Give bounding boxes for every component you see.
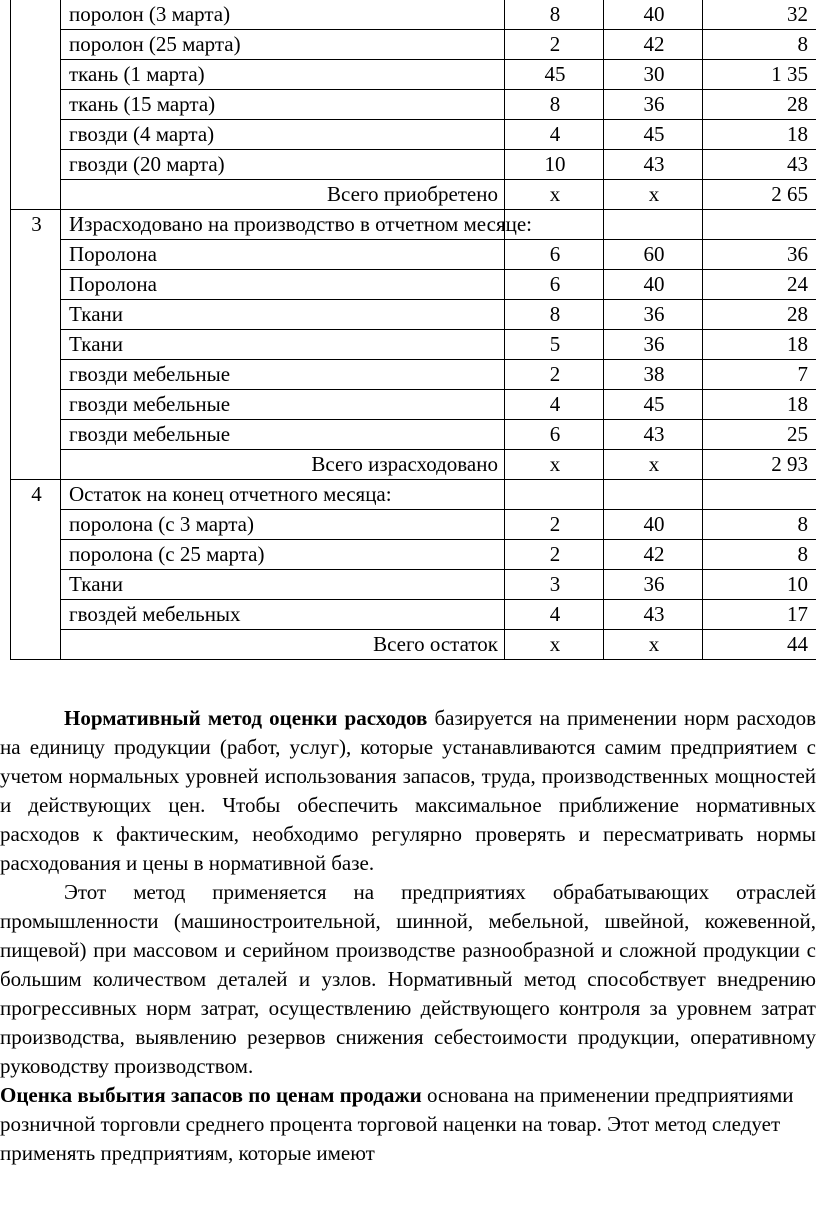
price-cell: 38 — [604, 360, 703, 390]
paragraph-sales-price-text: основана на применении предприятиями розничной торговли среднего процента торговой наценки на товар. Этот метод следует применять предприятиям, которые имеют — [0, 1083, 794, 1165]
item-name-cell: гвозди мебельные — [61, 360, 505, 390]
quantity-cell: 4 — [505, 390, 604, 420]
sum-cell: 17 — [703, 600, 816, 630]
row-number-cell — [11, 570, 61, 600]
table-row — [11, 0, 816, 30]
table-row — [11, 150, 816, 180]
sum-cell — [703, 210, 816, 240]
price-cell: 36 — [604, 330, 703, 360]
row-number-cell — [11, 630, 61, 660]
item-name-cell: Поролона — [61, 270, 505, 300]
table-row — [11, 330, 816, 360]
price-cell: 43 — [604, 600, 703, 630]
item-name-cell: ткань (1 марта) — [61, 60, 505, 90]
table-row — [11, 570, 816, 600]
sum-cell: 2 93 — [703, 450, 816, 480]
quantity-cell: 45 — [505, 60, 604, 90]
row-number-cell — [11, 0, 61, 30]
price-cell: х — [604, 180, 703, 210]
quantity-cell: 6 — [505, 270, 604, 300]
table-total-row — [11, 450, 816, 480]
table-row — [11, 120, 816, 150]
total-label-cell: Всего израсходовано — [61, 450, 505, 480]
price-cell: 45 — [604, 390, 703, 420]
total-label-cell: Всего остаток — [61, 630, 505, 660]
item-name-cell: Ткани — [61, 300, 505, 330]
section-number-cell: 3 — [11, 210, 61, 240]
body-text — [0, 704, 816, 1168]
quantity-cell: 6 — [505, 240, 604, 270]
sum-cell: 7 — [703, 360, 816, 390]
quantity-cell: 2 — [505, 540, 604, 570]
item-name-cell: Ткани — [61, 330, 505, 360]
sum-cell: 32 — [703, 0, 816, 30]
price-cell: 60 — [604, 240, 703, 270]
table-total-row — [11, 180, 816, 210]
price-cell: 30 — [604, 60, 703, 90]
sum-cell: 18 — [703, 390, 816, 420]
section-header-cell: Израсходовано на производство в отчетном месяце: — [61, 210, 505, 240]
sum-cell — [703, 480, 816, 510]
sum-cell: 2 65 — [703, 180, 816, 210]
item-name-cell: гвозди (4 марта) — [61, 120, 505, 150]
paragraph-sales-price — [0, 1081, 816, 1168]
price-cell: 36 — [604, 90, 703, 120]
table-row — [11, 270, 816, 300]
term-sales-price-method: Оценка выбытия запасов по ценам продажи — [0, 1083, 422, 1107]
row-number-cell — [11, 60, 61, 90]
price-cell: 40 — [604, 270, 703, 300]
item-name-cell: поролон (25 марта) — [61, 30, 505, 60]
quantity-cell: х — [505, 630, 604, 660]
row-number-cell — [11, 270, 61, 300]
sum-cell: 28 — [703, 90, 816, 120]
price-cell: 40 — [604, 510, 703, 540]
table-row — [11, 90, 816, 120]
row-number-cell — [11, 330, 61, 360]
item-name-cell: гвозди мебельные — [61, 390, 505, 420]
sum-cell: 8 — [703, 30, 816, 60]
row-number-cell — [11, 240, 61, 270]
table-row — [11, 30, 816, 60]
price-cell: 40 — [604, 0, 703, 30]
inventory-table — [10, 0, 816, 660]
quantity-cell: 10 — [505, 150, 604, 180]
table-row — [11, 360, 816, 390]
price-cell: 45 — [604, 120, 703, 150]
quantity-cell — [505, 480, 604, 510]
row-number-cell — [11, 600, 61, 630]
paragraph-normative-method-text: базируется на применении норм расходов на единицу продукции (работ, услуг), которые устанавливаются самим предприятием с учетом нормальных уровней использования запасов, труда, производственных мощностей и действующих цен. Чтобы обеспечить максимальное приближение нормативных расходов к фактическим, необходимо регулярно проверять и пересматривать нормы расходования и цены в нормативной базе. — [0, 706, 816, 875]
item-name-cell: поролона (с 25 марта) — [61, 540, 505, 570]
row-number-cell — [11, 120, 61, 150]
sum-cell: 18 — [703, 330, 816, 360]
row-number-cell — [11, 30, 61, 60]
item-name-cell: ткань (15 марта) — [61, 90, 505, 120]
row-number-cell — [11, 180, 61, 210]
sum-cell: 43 — [703, 150, 816, 180]
table-row — [11, 540, 816, 570]
price-cell — [604, 480, 703, 510]
price-cell — [604, 210, 703, 240]
item-name-cell: поролона (с 3 марта) — [61, 510, 505, 540]
sum-cell: 8 — [703, 510, 816, 540]
row-number-cell — [11, 540, 61, 570]
quantity-cell: х — [505, 450, 604, 480]
row-number-cell — [11, 300, 61, 330]
quantity-cell: 8 — [505, 300, 604, 330]
paragraph-normative-method — [0, 704, 816, 878]
sum-cell: 1 35 — [703, 60, 816, 90]
price-cell: 42 — [604, 540, 703, 570]
price-cell: 42 — [604, 30, 703, 60]
row-number-cell — [11, 450, 61, 480]
quantity-cell: 8 — [505, 0, 604, 30]
sum-cell: 25 — [703, 420, 816, 450]
row-number-cell — [11, 420, 61, 450]
table-row — [11, 390, 816, 420]
total-label-cell: Всего приобретено — [61, 180, 505, 210]
sum-cell: 10 — [703, 570, 816, 600]
term-normative-method: Нормативный метод оценки расходов — [64, 706, 428, 730]
item-name-cell: Ткани — [61, 570, 505, 600]
table-row — [11, 510, 816, 540]
price-cell: 36 — [604, 570, 703, 600]
item-name-cell: гвозди (20 марта) — [61, 150, 505, 180]
quantity-cell: 4 — [505, 120, 604, 150]
quantity-cell: 5 — [505, 330, 604, 360]
price-cell: 36 — [604, 300, 703, 330]
quantity-cell: 3 — [505, 570, 604, 600]
paragraph-method-application: Этот метод применяется на предприятиях обрабатывающих отраслей промышленности (машиностроительной, шинной, мебельной, швейной, кожевенной, пищевой) при массовом и серийном производстве разнообразной и сложной продукции с большим количеством деталей и узлов. Нормативный метод способствует внедрению прогрессивных норм затрат, осуществлению действующего контроля за уровнем затрат производства, выявлению резервов снижения себестоимости продукции, оперативному руководству производством. — [0, 880, 816, 1078]
quantity-cell: х — [505, 180, 604, 210]
table-total-row — [11, 630, 816, 660]
row-number-cell — [11, 90, 61, 120]
item-name-cell: поролон (3 марта) — [61, 0, 505, 30]
sum-cell: 36 — [703, 240, 816, 270]
quantity-cell: 8 — [505, 90, 604, 120]
table-row — [11, 60, 816, 90]
table-row — [11, 300, 816, 330]
sum-cell: 44 — [703, 630, 816, 660]
quantity-cell: 6 — [505, 420, 604, 450]
section-header-cell: Остаток на конец отчетного месяца: — [61, 480, 505, 510]
item-name-cell: Поролона — [61, 240, 505, 270]
sum-cell: 8 — [703, 540, 816, 570]
quantity-cell: 2 — [505, 360, 604, 390]
table-row — [11, 240, 816, 270]
quantity-cell: 2 — [505, 510, 604, 540]
quantity-cell: 4 — [505, 600, 604, 630]
row-number-cell — [11, 360, 61, 390]
price-cell: х — [604, 450, 703, 480]
row-number-cell — [11, 150, 61, 180]
table-section-header-row — [11, 480, 816, 510]
sum-cell: 28 — [703, 300, 816, 330]
row-number-cell — [11, 390, 61, 420]
inventory-table-body — [11, 0, 816, 660]
sum-cell: 24 — [703, 270, 816, 300]
row-number-cell — [11, 510, 61, 540]
sum-cell: 18 — [703, 120, 816, 150]
section-number-cell: 4 — [11, 480, 61, 510]
price-cell: 43 — [604, 420, 703, 450]
quantity-cell: 2 — [505, 30, 604, 60]
price-cell: 43 — [604, 150, 703, 180]
table-section-header-row — [11, 210, 816, 240]
table-row — [11, 420, 816, 450]
item-name-cell: гвоздей мебельных — [61, 600, 505, 630]
table-row — [11, 600, 816, 630]
price-cell: х — [604, 630, 703, 660]
item-name-cell: гвозди мебельные — [61, 420, 505, 450]
